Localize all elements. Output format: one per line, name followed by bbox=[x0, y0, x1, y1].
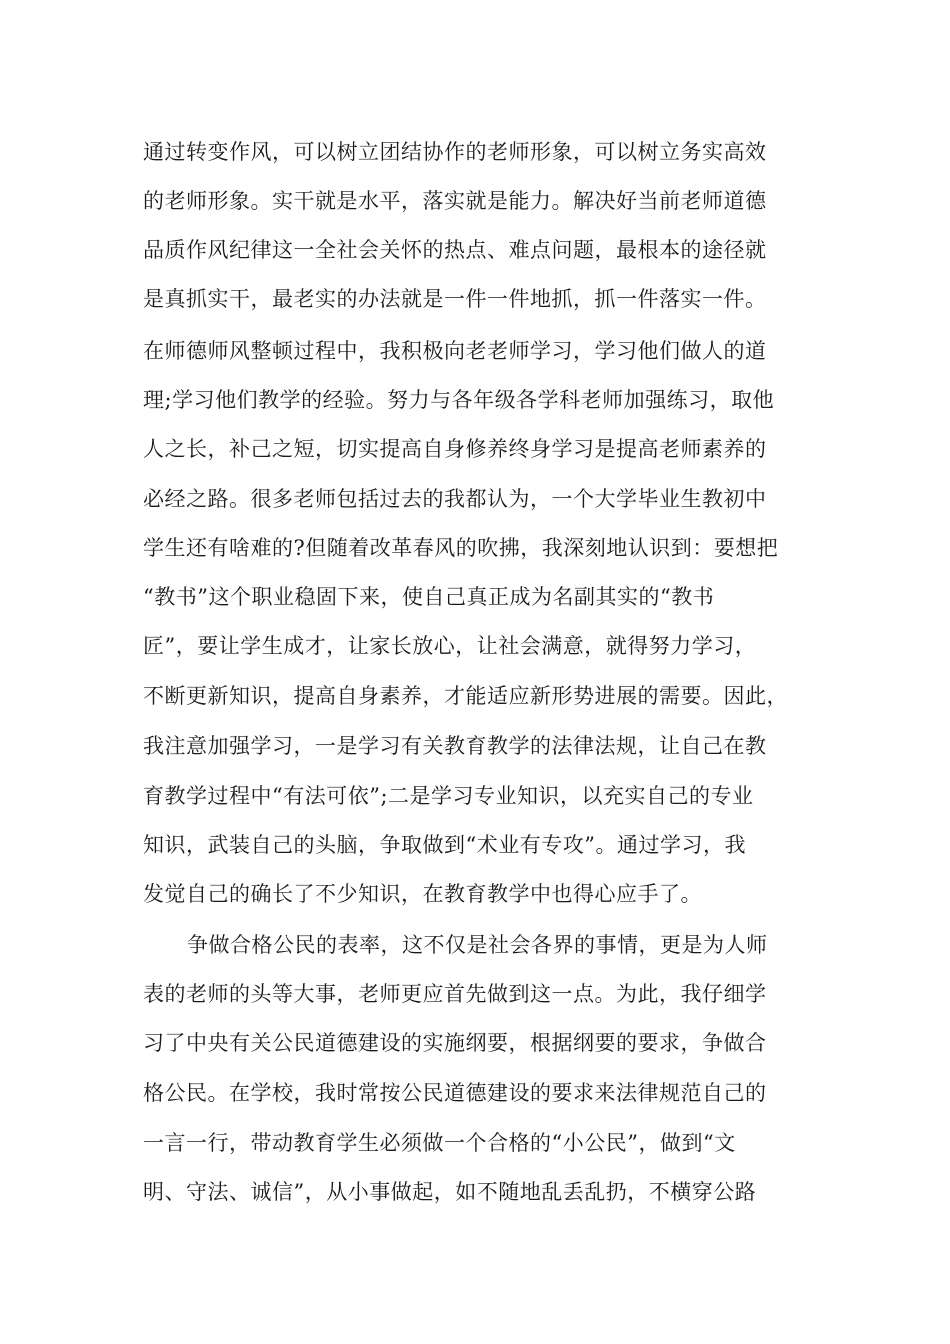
text-line: 一言一行，带动教育学生必须做一个合格的“小公民”，做到“文 bbox=[143, 1131, 736, 1155]
text-line: 人之长，补己之短，切实提高自身修养终身学习是提高老师素养的 bbox=[143, 437, 767, 461]
text-line: 发觉自己的确长了不少知识，在教育教学中也得心应手了。 bbox=[143, 882, 702, 906]
text-line: 的老师形象。实干就是水平，落实就是能力。解决好当前老师道德 bbox=[143, 189, 767, 213]
text-line: 不断更新知识，提高自身素养，才能适应新形势进展的需要。因此， bbox=[143, 684, 788, 708]
text-line: “教书”这个职业稳固下来，使自己真正成为名副其实的“教书 bbox=[143, 585, 715, 609]
paragraph-first-line: 争做合格公民的表率，这不仅是社会各界的事情，更是为人师 bbox=[187, 933, 768, 957]
text-line: 格公民。在学校，我时常按公民道德建设的要求来法律规范自己的 bbox=[143, 1081, 767, 1105]
text-line: 匠”，要让学生成才，让家长放心，让社会满意，就得努力学习， bbox=[143, 634, 757, 658]
text-line: 学生还有啥难的?但随着改革春风的吹拂，我深刻地认识到：要想把 bbox=[143, 536, 779, 560]
text-line: 是真抓实干，最老实的办法就是一件一件地抓，抓一件落实一件。 bbox=[143, 287, 767, 311]
text-line: 习了中央有关公民道德建设的实施纲要，根据纲要的要求，争做合 bbox=[143, 1031, 767, 1055]
text-line: 我注意加强学习，一是学习有关教育教学的法律法规，让自己在教 bbox=[143, 734, 767, 758]
text-line: 通过转变作风，可以树立团结协作的老师形象，可以树立务实高效 bbox=[143, 140, 767, 164]
text-line: 在师德师风整顿过程中，我积极向老老师学习，学习他们做人的道 bbox=[143, 339, 767, 363]
text-line: 育教学过程中“有法可依”;二是学习专业知识，以充实自己的专业 bbox=[143, 784, 754, 808]
text-line: 明、守法、诚信”，从小事做起，如不随地乱丢乱扔，不横穿公路 bbox=[143, 1180, 757, 1204]
text-line: 品质作风纪律这一全社会关怀的热点、难点问题，最根本的途径就 bbox=[143, 238, 767, 262]
text-line: 必经之路。很多老师包括过去的我都认为，一个大学毕业生教初中 bbox=[143, 487, 767, 511]
text-line: 知识，武装自己的头脑，争取做到“术业有专攻”。通过学习，我 bbox=[143, 833, 746, 857]
text-line: 表的老师的头等大事，老师更应首先做到这一点。为此，我仔细学 bbox=[143, 982, 767, 1006]
text-line: 理;学习他们教学的经验。努力与各年级各学科老师加强练习，取他 bbox=[143, 388, 775, 412]
